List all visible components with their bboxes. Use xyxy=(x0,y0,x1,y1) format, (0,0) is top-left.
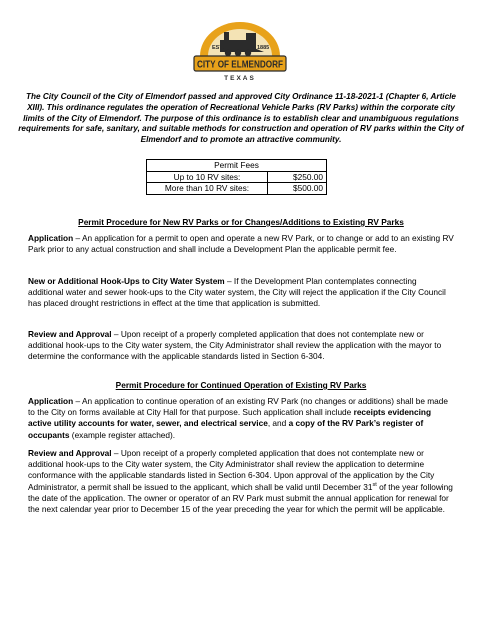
term-application: Application xyxy=(28,233,74,243)
ordinal-suffix: st xyxy=(372,481,377,488)
logo-est: EST. xyxy=(212,45,224,51)
fees-header: Permit Fees xyxy=(147,160,327,172)
paragraph-review-new xyxy=(28,329,454,363)
paragraph-text: (example register attached). xyxy=(69,429,176,440)
logo-city-name: CITY OF ELMENDORF xyxy=(197,59,283,71)
term-review: Review and Approval xyxy=(28,329,112,339)
paragraph-text: – An application to continue operation of an existing RV Park (no changes or additions) shall be made to the City on forms available at City Hall for that purpose. Such application shall include xyxy=(28,396,448,418)
paragraph-application-new xyxy=(28,233,454,255)
paragraph-text: , and xyxy=(267,418,289,429)
city-of-elmendorf-logo xyxy=(186,20,294,84)
fees-row xyxy=(147,171,327,183)
section-heading-new-parks: Permit Procedure for New RV Parks or for Changes/Additions to Existing RV Parks xyxy=(78,217,404,227)
fees-row xyxy=(147,183,327,195)
section-heading-existing-parks: Permit Procedure for Continued Operation of Existing RV Parks xyxy=(115,380,367,390)
paragraph-text: – Upon receipt of a properly completed application that does not contemplate new or additional hook-ups to the City water system, the City Administrator shall review the application to determine conformance with the applicable standards listed in Section 6-304. Upon approval of the application by the City Administrator, a permit shall be issued to the applicant, which shall be valid until December 31 xyxy=(28,448,435,492)
required-register: a copy of the RV Park’s register of occupants xyxy=(28,418,424,440)
fees-amount: $250.00 xyxy=(268,171,327,183)
fees-header-row xyxy=(147,160,327,172)
permit-fees-table xyxy=(146,159,327,195)
logo-state: TEXAS xyxy=(224,75,256,82)
paragraph-application-existing xyxy=(28,396,454,441)
paragraph-hookups xyxy=(28,276,454,310)
paragraph-review-existing xyxy=(28,448,454,515)
required-receipts: receipts evidencing active utility accounts for water, sewer, and electrical service xyxy=(28,407,432,429)
term-hookups: New or Additional Hook-Ups to City Water System xyxy=(28,276,225,286)
paragraph-text: of the year following the date of the application. The owner or operator of an RV Park must submit the annual application for renewal for the next calendar year prior to December 15 of the year preceding the year for which the permit will be applicable. xyxy=(28,481,453,515)
fees-amount: $500.00 xyxy=(268,183,327,195)
term-review: Review and Approval xyxy=(28,448,112,458)
term-application: Application xyxy=(28,396,74,406)
paragraph-text: – Upon receipt of a properly completed application that does not contemplate new or additional hook-ups to the City water system, the City Administrator shall review the application with the mayor to determine the conformance with the applicable standards listed in Section 6-304. xyxy=(28,329,442,362)
fees-label: More than 10 RV sites: xyxy=(147,183,268,195)
ordinance-intro: The City Council of the City of Elmendorf passed and approved City Ordinance 11-18-2021-1 (Chapter 6, Article XIII). This ordinance regulates the operation of Recreational Vehicle Parks (RV Parks) within the corporate city limits of the City of Elmendorf. The purpose of this ordinance is to establish clear and unambiguous regulations requirements for safe, sanitary, and suitable methods for construction and operation of RV parks within the City of Elmendorf and to promote an attractive community. xyxy=(18,92,464,145)
paragraph-text: – An application for a permit to open and operate a new RV Park, or to change or add to an existing RV Park prior to any actual construction and shall include a Development Plan the applicable permit fee. xyxy=(28,233,454,255)
logo-year: 1885 xyxy=(257,45,270,51)
fees-label: Up to 10 RV sites: xyxy=(147,171,268,183)
paragraph-text: – If the Development Plan contemplates connecting additional water and sewer hook-ups to the City water system, the City will reject the application if the City Council has placed drought restrictions in effect at the time that application is submitted. xyxy=(28,276,446,309)
